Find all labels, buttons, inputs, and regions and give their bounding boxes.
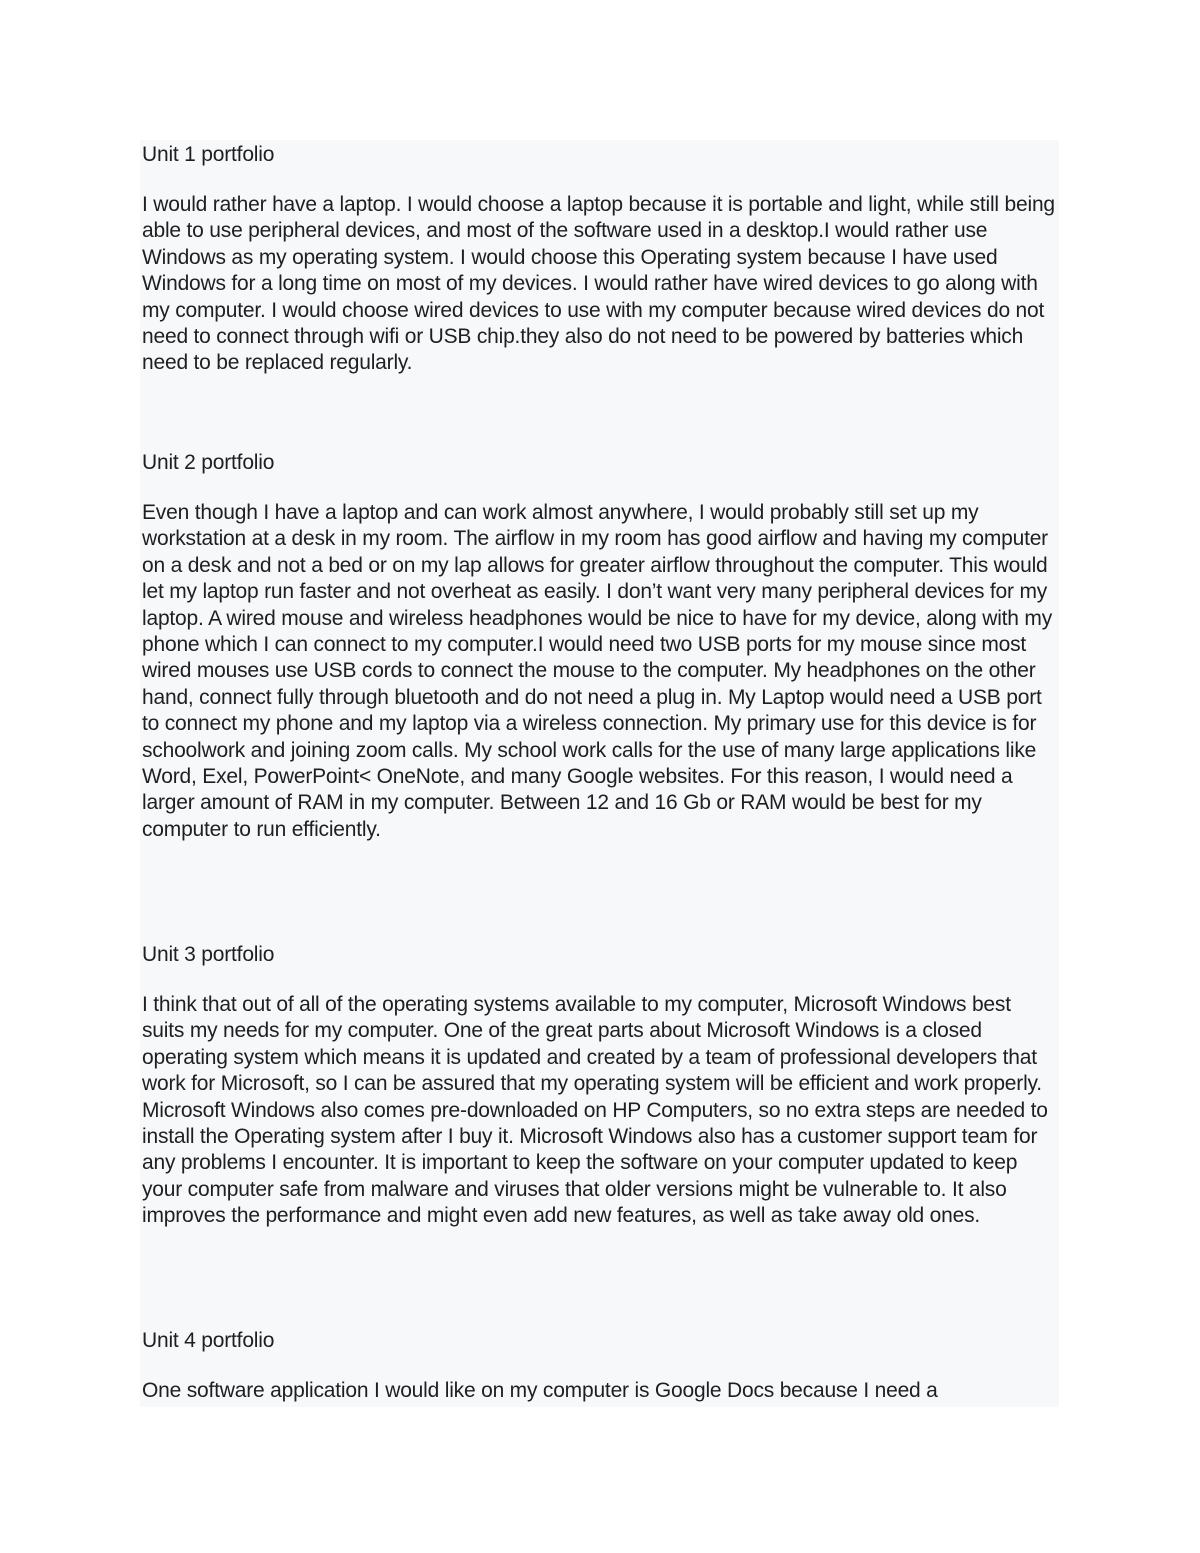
section-body-unit-1: I would rather have a laptop. I would choose a laptop because it is portable and light, while still being able to use peripheral devices, and most of the software used in a desktop.I would rather use Windows as my operating system. I would choose this Operating system because I have used Windows for a long time on most of my devices. I would rather have wired devices to go along with my computer. I would choose wired devices to use with my computer because wired devices do not need to connect through wifi or USB chip.they also do not need to be powered by batteries which need to be replaced regularly. [142,193,1055,375]
section-body-unit-4: One software application I would like on my computer is Google Docs because I need a [142,1379,938,1402]
section-body-unit-3: I think that out of all of the operating systems available to my computer, Microsoft Windows best suits my needs for my computer. One of the great parts about Microsoft Windows is a closed operating system which means it is updated and created by a team of professional developers that work for Microsoft, so I can be assured that my operating system will be efficient and work properly. Microsoft Windows also comes pre-downloaded on HP Computers, so no extra steps are needed to install the Operating system after I buy it. Microsoft Windows also has a customer support team for any problems I encounter. It is important to keep the software on your computer updated to keep your computer safe from malware and viruses that older versions might be vulnerable to. It also improves the performance and might even add new features, as well as take away old ones. [142,993,1048,1228]
section-heading-unit-4: Unit 4 portfolio [142,1329,275,1352]
section-heading-unit-1: Unit 1 portfolio [142,143,275,166]
section-body-unit-2: Even though I have a laptop and can work almost anywhere, I would probably still set up my workstation at a desk in my room. The airflow in my room has good airflow and having my computer on a desk and not a bed or on my lap allows for greater airflow throughout the computer. This would let my laptop run faster and not overheat as easily. I don’t want very many peripheral devices for my laptop. A wired mouse and wireless headphones would be nice to have for my device, along with my phone which I can connect to my computer.I would need two USB ports for my mouse since most wired mouses use USB cords to connect the mouse to the computer. My headphones on the other hand, connect fully through bluetooth and do not need a plug in. My Laptop would need a USB port to connect my phone and my laptop via a wireless connection. My primary use for this device is for schoolwork and joining zoom calls. My school work calls for the use of many large applications like Word, Exel, PowerPoint< OneNote, and many Google websites. For this reason, I would need a larger amount of RAM in my computer. Between 12 and 16 Gb or RAM would be best for my computer to run efficiently. [142,501,1052,841]
section-heading-unit-3: Unit 3 portfolio [142,943,275,966]
section-heading-unit-2: Unit 2 portfolio [142,451,275,474]
